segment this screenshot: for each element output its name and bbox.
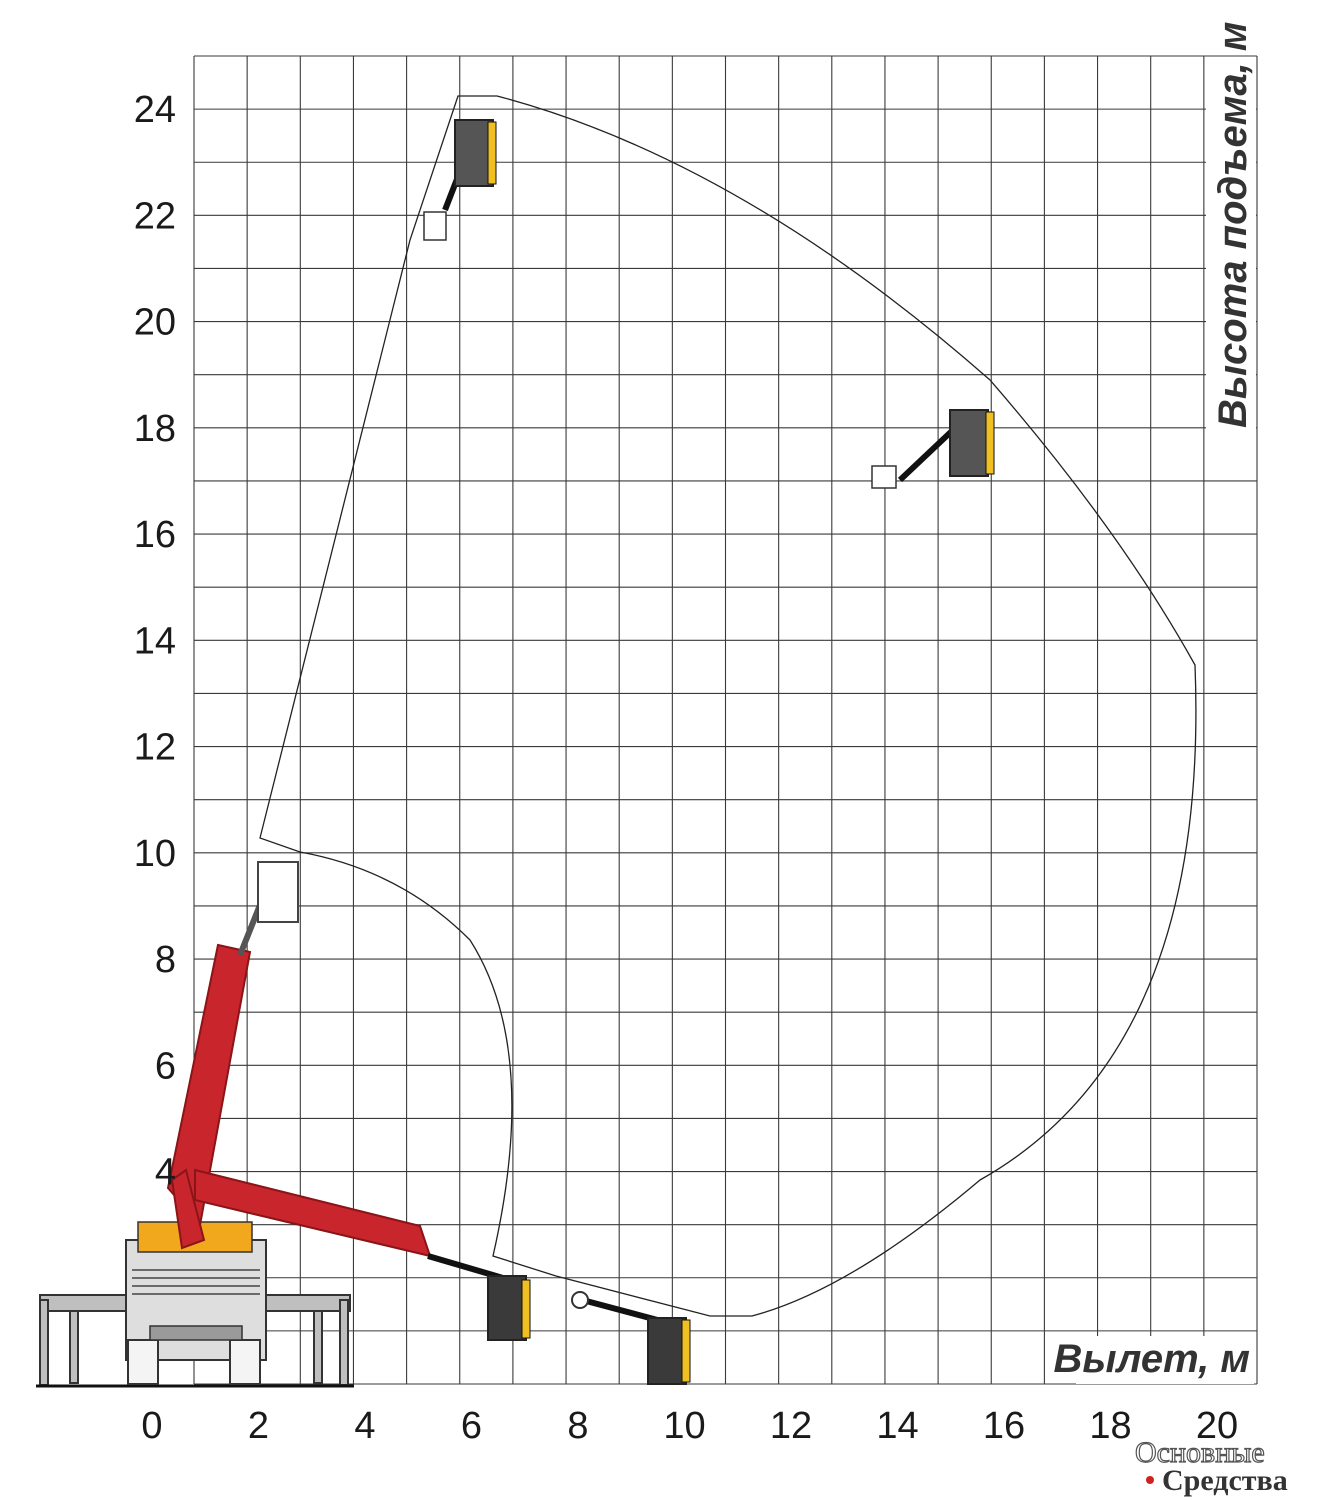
x-tick-label: 18 [1089,1405,1132,1447]
y-tick-label: 14 [133,620,176,663]
svg-text:Основные: Основные [1135,1436,1265,1469]
y-tick-label: 8 [154,939,176,982]
x-tick-label: 2 [247,1405,270,1447]
y-tick-label: 6 [154,1045,176,1088]
platform-basket [648,1318,686,1384]
x-tick-label: 14 [876,1405,919,1447]
y-axis-title: Высота подъема, м [1211,21,1255,428]
wheel-left [128,1340,158,1384]
x-tick-label: 6 [460,1405,483,1447]
x-axis-title: Вылет, м [1053,1337,1250,1381]
bumper [150,1326,242,1340]
y-tick-label: 4 [154,1151,176,1194]
y-tick-labels [134,89,176,1193]
x-tick-label: 20 [1195,1405,1239,1447]
y-tick-label: 20 [133,301,176,344]
platform-basket [258,862,298,922]
working-envelope [260,96,1196,1316]
x-tick-label: 16 [982,1405,1026,1447]
y-tick-label: 24 [133,89,176,132]
x-tick-labels [141,1405,1238,1447]
y-tick-label: 22 [133,195,176,238]
x-tick-label: 0 [141,1405,163,1447]
watermark-logo [1135,1436,1288,1497]
y-tick-label: 18 [133,407,176,450]
truck [36,1222,354,1386]
x-tick-label: 8 [567,1405,589,1447]
x-tick-label: 10 [663,1405,706,1447]
boom-upper-outreach [872,410,994,488]
x-tick-label: 4 [354,1405,376,1447]
y-tick-label: 16 [133,514,176,557]
y-tick-label: 10 [133,832,176,875]
y-tick-label: 12 [133,726,176,769]
watermark-dot-icon [1146,1476,1154,1484]
platform-basket [455,120,493,186]
platform-basket [950,410,988,476]
wheel-right [230,1340,260,1384]
svg-text:Средства: Средства [1162,1464,1288,1497]
grid [194,56,1257,1384]
platform-basket [488,1276,526,1340]
x-tick-label: 12 [769,1405,813,1447]
